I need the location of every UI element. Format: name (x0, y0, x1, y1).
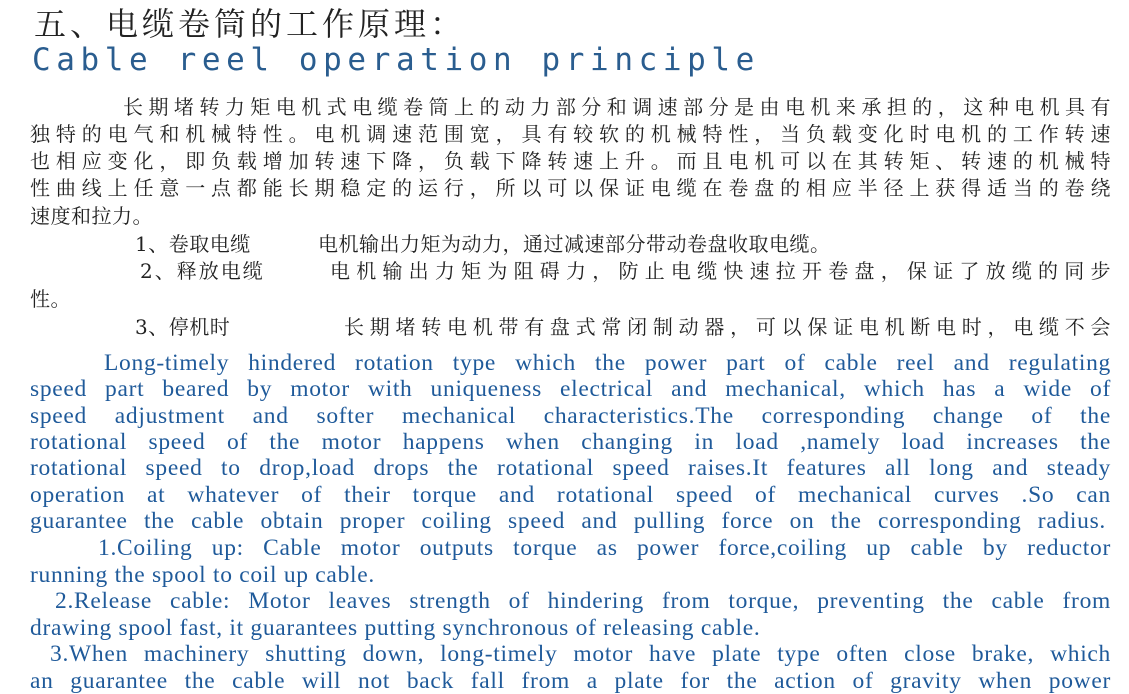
cn-item-label: 2、释放电缆 (140, 259, 265, 283)
cn-item-text: 电机输出力矩为动力，通过减速部分带动卷盘收取电缆。 (318, 232, 831, 256)
cn-paragraph-line: 也相应变化，即负载增加转速下降，负载下降转速上升。而且电机可以在其转矩、转速的机械特 (30, 149, 1111, 173)
section-title-chinese: 五、电缆卷筒的工作原理： (34, 5, 467, 43)
en-paragraph-line: guarantee the cable obtain proper coiling speed and pulling force on the corresponding radius. (30, 508, 1106, 534)
cn-item-text: 长期堵转电机带有盘式常闭制动器，可以保证电机断电时，电缆不会 (344, 315, 1111, 339)
cn-paragraph-line: 性曲线上任意一点都能长期稳定的运行，所以可以保证电缆在卷盘的相应半径上获得适当的卷绕 (30, 176, 1111, 200)
en-paragraph-line: speed adjustment and softer mechanical characteristics.The corresponding change of the (30, 403, 1111, 429)
en-paragraph-line: rotational speed of the motor happens when changing in load ,namely load increases the (30, 429, 1111, 455)
en-item-first-line: 1.Coiling up: Cable motor outputs torque as power force,coiling up cable by reductor (98, 535, 1111, 561)
cn-item-label: 1、卷取电缆 (135, 232, 251, 256)
en-paragraph-line: rotational speed to drop,load drops the rotational speed raises.It features all long and steady (30, 455, 1111, 481)
cn-item-label: 3、停机时 (135, 315, 231, 339)
en-paragraph-line: speed part beared by motor with uniqueness electrical and mechanical, which has a wide of (30, 376, 1111, 402)
en-item-continuation: drawing spool fast, it guarantees putting synchronous of releasing cable. (30, 615, 761, 641)
cn-item-continuation: 性。 (30, 287, 71, 311)
en-item-continuation: an guarantee the cable will not back fall from a plate for the action of gravity when power (30, 668, 1111, 694)
en-paragraph-line: Long-timely hindered rotation type which the power part of cable reel and regulating (104, 350, 1111, 376)
cn-item-text: 电机输出力矩为阻碍力，防止电缆快速拉开卷盘，保证了放缆的同步 (330, 259, 1111, 283)
en-item-first-line: 3.When machinery shutting down, long-timely motor have plate type often close brake, which (50, 641, 1111, 667)
en-paragraph-line: operation at whatever of their torque and rotational speed of mechanical curves .So can (30, 482, 1111, 508)
section-title-english: Cable reel operation principle (32, 42, 760, 78)
en-item-continuation: running the spool to coil up cable. (30, 562, 375, 588)
cn-paragraph-line: 长期堵转力矩电机式电缆卷筒上的动力部分和调速部分是由电机来承担的，这种电机具有 (123, 95, 1111, 119)
cn-paragraph-line: 速度和拉力。 (30, 204, 153, 228)
en-item-first-line: 2.Release cable: Motor leaves strength of hindering from torque, preventing the cable from (55, 588, 1111, 614)
cn-paragraph-line: 独特的电气和机械特性。电机调速范围宽，具有较软的机械特性，当负载变化时电机的工作转速 (30, 122, 1111, 146)
